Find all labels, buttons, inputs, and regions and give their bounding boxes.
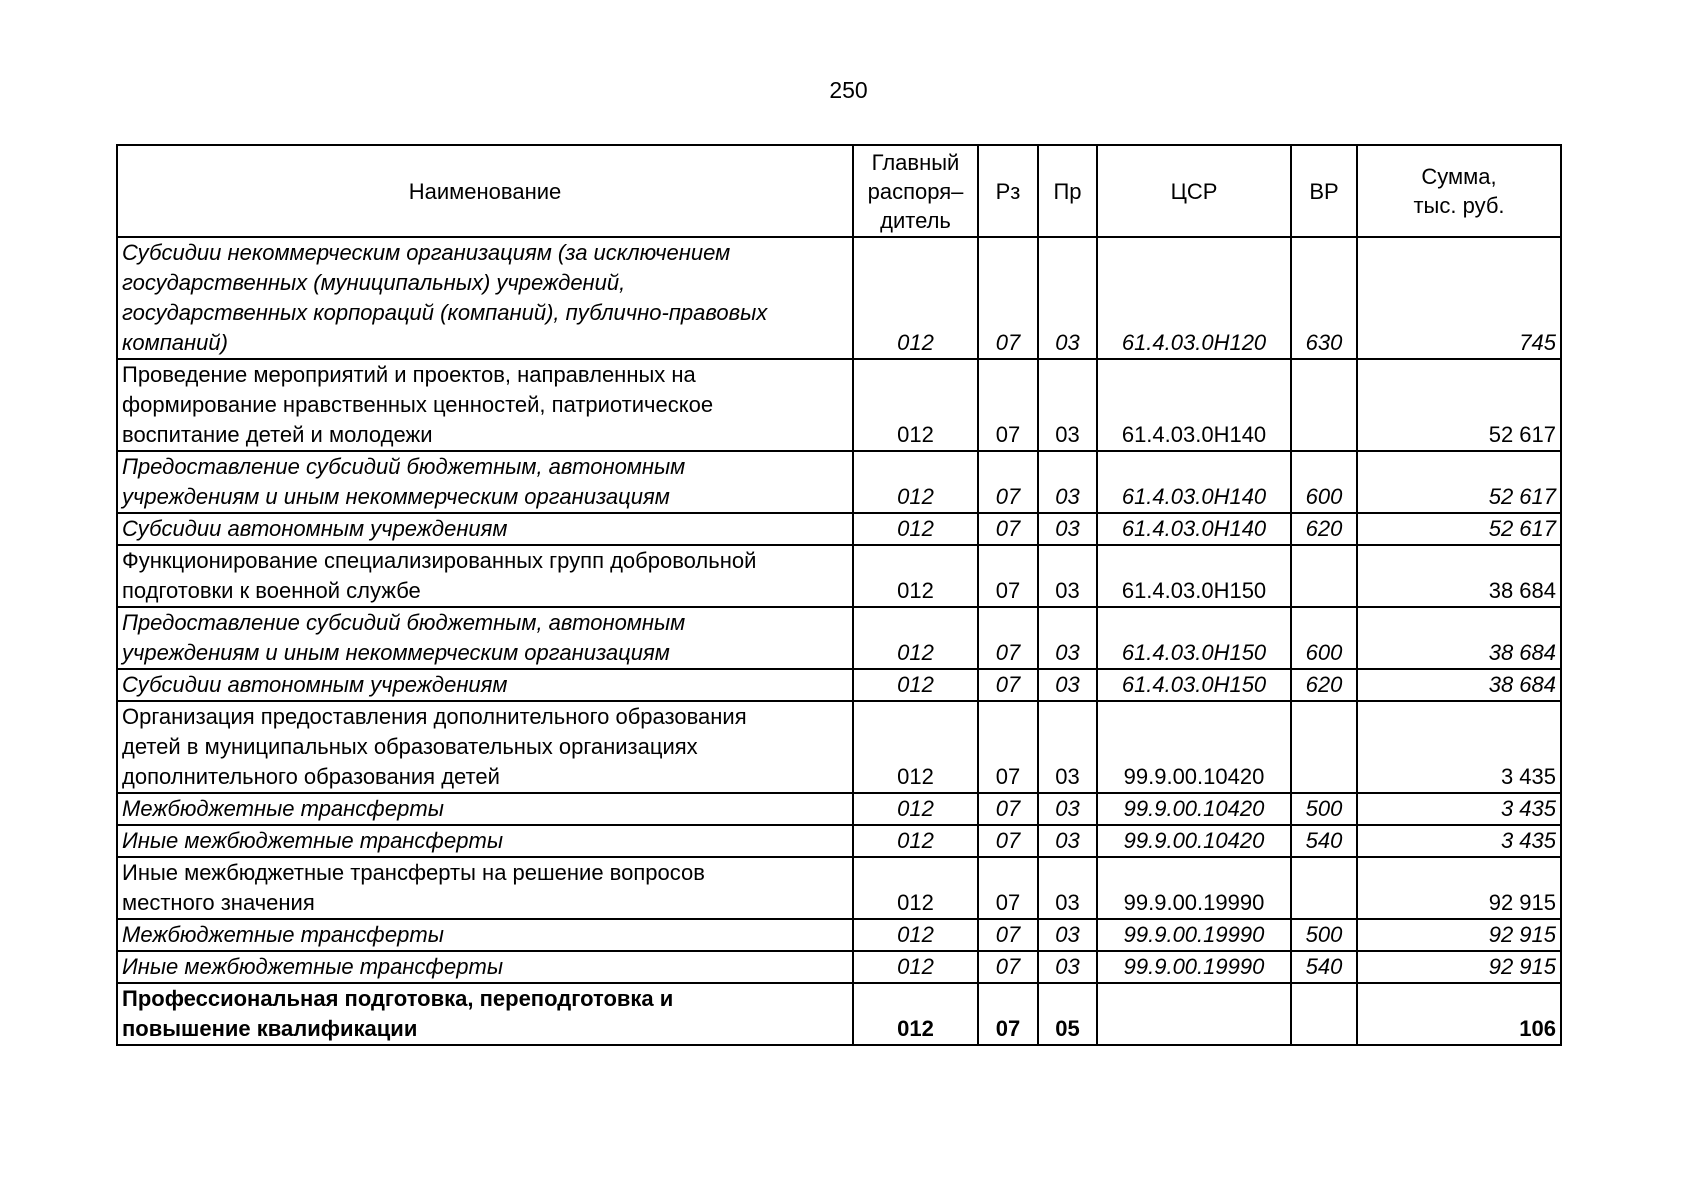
- cell-name: [117, 237, 853, 359]
- cell-csr: 61.4.03.0Н140: [1097, 513, 1291, 545]
- cell-sum: 38 684: [1357, 545, 1561, 607]
- cell-name: [117, 669, 853, 701]
- table-row: [117, 857, 1561, 919]
- cell-rz: 07: [978, 825, 1038, 857]
- cell-pr: 03: [1038, 919, 1097, 951]
- cell-pr: 03: [1038, 951, 1097, 983]
- cell-name-line: местного значения: [122, 890, 315, 915]
- cell-rz: 07: [978, 701, 1038, 793]
- cell-name: [117, 513, 853, 545]
- cell-name-line: учреждениям и иным некоммерческим организациям: [122, 640, 670, 665]
- cell-name-line: Субсидии некоммерческим организациям (за исключением: [122, 240, 731, 265]
- cell-pr: 03: [1038, 701, 1097, 793]
- cell-glavny: 012: [853, 701, 978, 793]
- cell-pr: 03: [1038, 607, 1097, 669]
- cell-glavny: 012: [853, 919, 978, 951]
- cell-sum: 52 617: [1357, 359, 1561, 451]
- cell-vr: 600: [1291, 451, 1357, 513]
- cell-pr: 03: [1038, 451, 1097, 513]
- cell-sum: 92 915: [1357, 857, 1561, 919]
- cell-csr: 61.4.03.0Н150: [1097, 545, 1291, 607]
- cell-vr: 600: [1291, 607, 1357, 669]
- cell-glavny: 012: [853, 513, 978, 545]
- cell-rz: 07: [978, 793, 1038, 825]
- cell-pr: 03: [1038, 669, 1097, 701]
- cell-rz: 07: [978, 545, 1038, 607]
- cell-name: [117, 919, 853, 951]
- cell-sum: 3 435: [1357, 701, 1561, 793]
- cell-sum: 3 435: [1357, 825, 1561, 857]
- cell-name-line: Профессиональная подготовка, переподготовка и: [122, 986, 674, 1011]
- cell-vr: 540: [1291, 951, 1357, 983]
- cell-vr: 620: [1291, 669, 1357, 701]
- cell-pr: 03: [1038, 237, 1097, 359]
- header-glavny-line: Главный: [871, 149, 960, 175]
- cell-name-line: Иные межбюджетные трансферты: [122, 954, 504, 979]
- cell-name-line: государственных корпораций (компаний), публично-правовых: [122, 300, 768, 325]
- cell-name-line: Проведение мероприятий и проектов, направленных на: [122, 362, 696, 387]
- table-row: [117, 951, 1561, 983]
- cell-glavny: 012: [853, 359, 978, 451]
- cell-pr: 03: [1038, 857, 1097, 919]
- cell-vr: [1291, 545, 1357, 607]
- cell-vr: 620: [1291, 513, 1357, 545]
- cell-name-line: государственных (муниципальных) учреждений,: [122, 270, 626, 295]
- header-csr: ЦСР: [1097, 145, 1291, 237]
- table-row: [117, 825, 1561, 857]
- cell-name: [117, 793, 853, 825]
- cell-glavny: 012: [853, 545, 978, 607]
- cell-vr: 540: [1291, 825, 1357, 857]
- header-name: Наименование: [117, 145, 853, 237]
- table-row: [117, 983, 1561, 1045]
- cell-csr: 99.9.00.19990: [1097, 919, 1291, 951]
- header-pr: Пр: [1038, 145, 1097, 237]
- cell-name: [117, 545, 853, 607]
- cell-csr: 61.4.03.0Н150: [1097, 669, 1291, 701]
- table-row: [117, 669, 1561, 701]
- cell-csr: 61.4.03.0Н140: [1097, 359, 1291, 451]
- cell-csr: 61.4.03.0Н120: [1097, 237, 1291, 359]
- cell-rz: 07: [978, 359, 1038, 451]
- cell-name-line: Субсидии автономным учреждениям: [122, 672, 508, 697]
- cell-glavny: 012: [853, 825, 978, 857]
- cell-pr: 03: [1038, 513, 1097, 545]
- cell-csr: 99.9.00.10420: [1097, 701, 1291, 793]
- cell-sum: 52 617: [1357, 451, 1561, 513]
- table-row: [117, 451, 1561, 513]
- cell-name-line: Межбюджетные трансферты: [122, 922, 444, 947]
- cell-rz: 07: [978, 669, 1038, 701]
- cell-glavny: 012: [853, 607, 978, 669]
- cell-name-line: подготовки к военной службе: [122, 578, 421, 603]
- table-row: [117, 701, 1561, 793]
- table-body: [117, 237, 1561, 1045]
- cell-rz: 07: [978, 607, 1038, 669]
- table-row: [117, 607, 1561, 669]
- cell-csr: 99.9.00.10420: [1097, 793, 1291, 825]
- cell-csr: 61.4.03.0Н150: [1097, 607, 1291, 669]
- cell-name-line: детей в муниципальных образовательных организациях: [122, 734, 698, 759]
- cell-glavny: 012: [853, 451, 978, 513]
- table-row: [117, 919, 1561, 951]
- table-row: [117, 793, 1561, 825]
- header-summa-line: Сумма,: [1421, 164, 1497, 189]
- cell-csr: 99.9.00.19990: [1097, 951, 1291, 983]
- cell-name-line: Иные межбюджетные трансферты: [122, 828, 504, 853]
- cell-vr: [1291, 857, 1357, 919]
- cell-rz: 07: [978, 919, 1038, 951]
- cell-pr: 03: [1038, 793, 1097, 825]
- cell-csr: [1097, 983, 1291, 1045]
- cell-glavny: 012: [853, 857, 978, 919]
- cell-name-line: Предоставление субсидий бюджетным, автономным: [122, 610, 686, 635]
- cell-glavny: 012: [853, 983, 978, 1045]
- cell-sum: 52 617: [1357, 513, 1561, 545]
- cell-rz: 07: [978, 237, 1038, 359]
- cell-vr: [1291, 983, 1357, 1045]
- cell-sum: 3 435: [1357, 793, 1561, 825]
- table-row: [117, 359, 1561, 451]
- cell-name: [117, 359, 853, 451]
- cell-name-line: Организация предоставления дополнительного образования: [122, 704, 747, 729]
- cell-sum: 745: [1357, 237, 1561, 359]
- cell-pr: 03: [1038, 825, 1097, 857]
- cell-vr: [1291, 359, 1357, 451]
- table-row: [117, 237, 1561, 359]
- cell-name: [117, 607, 853, 669]
- cell-pr: 03: [1038, 359, 1097, 451]
- cell-name-line: Предоставление субсидий бюджетным, автономным: [122, 454, 686, 479]
- cell-vr: [1291, 701, 1357, 793]
- table-header-row: [117, 145, 1561, 237]
- cell-name: [117, 983, 853, 1045]
- cell-glavny: 012: [853, 793, 978, 825]
- cell-sum: 106: [1357, 983, 1561, 1045]
- cell-csr: 61.4.03.0Н140: [1097, 451, 1291, 513]
- cell-name: [117, 951, 853, 983]
- cell-sum: 38 684: [1357, 669, 1561, 701]
- cell-vr: 500: [1291, 919, 1357, 951]
- cell-name-line: повышение квалификации: [122, 1016, 418, 1041]
- cell-rz: 07: [978, 451, 1038, 513]
- cell-name-line: компаний): [122, 330, 228, 355]
- header-summa-line: тыс. руб.: [1413, 193, 1505, 218]
- cell-name-line: дополнительного образования детей: [122, 764, 500, 789]
- table-row: [117, 513, 1561, 545]
- cell-name: [117, 451, 853, 513]
- cell-rz: 07: [978, 857, 1038, 919]
- cell-rz: 07: [978, 951, 1038, 983]
- header-rz: Рз: [978, 145, 1038, 237]
- cell-csr: 99.9.00.10420: [1097, 825, 1291, 857]
- cell-vr: 630: [1291, 237, 1357, 359]
- cell-sum: 92 915: [1357, 951, 1561, 983]
- cell-glavny: 012: [853, 951, 978, 983]
- cell-rz: 07: [978, 983, 1038, 1045]
- header-vr: ВР: [1291, 145, 1357, 237]
- cell-glavny: 012: [853, 237, 978, 359]
- cell-name-line: Межбюджетные трансферты: [122, 796, 444, 821]
- cell-name: [117, 701, 853, 793]
- cell-name-line: Иные межбюджетные трансферты на решение вопросов: [122, 860, 705, 885]
- cell-name-line: учреждениям и иным некоммерческим организациям: [122, 484, 670, 509]
- cell-pr: 03: [1038, 545, 1097, 607]
- cell-name: [117, 857, 853, 919]
- header-glavny-line: дитель: [880, 207, 951, 233]
- budget-table: [116, 144, 1562, 1046]
- cell-name-line: Субсидии автономным учреждениям: [122, 516, 508, 541]
- cell-csr: 99.9.00.19990: [1097, 857, 1291, 919]
- cell-pr: 05: [1038, 983, 1097, 1045]
- cell-name-line: воспитание детей и молодежи: [122, 422, 433, 447]
- header-summa: [1357, 145, 1561, 237]
- cell-name-line: Функционирование специализированных групп добровольной: [122, 548, 757, 573]
- cell-name: [117, 825, 853, 857]
- header-glavny: [853, 145, 978, 237]
- cell-sum: 92 915: [1357, 919, 1561, 951]
- table-row: [117, 545, 1561, 607]
- cell-vr: 500: [1291, 793, 1357, 825]
- cell-glavny: 012: [853, 669, 978, 701]
- cell-name-line: формирование нравственных ценностей, патриотическое: [122, 392, 714, 417]
- cell-sum: 38 684: [1357, 607, 1561, 669]
- header-glavny-line: распоря–: [867, 178, 964, 204]
- cell-rz: 07: [978, 513, 1038, 545]
- page-number: 250: [829, 77, 868, 103]
